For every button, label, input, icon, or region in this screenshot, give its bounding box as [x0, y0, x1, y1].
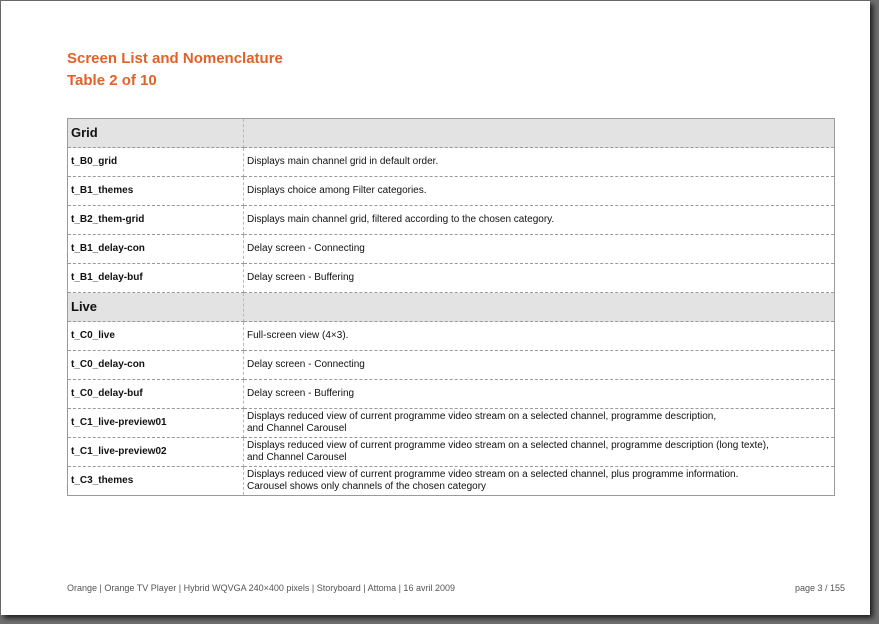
table-row: [68, 322, 835, 351]
screen-description: Delay screen - Buffering: [244, 380, 835, 409]
screen-id: t_C0_delay-con: [68, 351, 244, 380]
table-row: [68, 438, 835, 467]
screen-id: t_C1_live-preview01: [68, 409, 244, 438]
table-row: [68, 264, 835, 293]
table-row: [68, 351, 835, 380]
screen-id: t_C0_live: [68, 322, 244, 351]
table-row: [68, 467, 835, 496]
section-title: Live: [68, 293, 244, 322]
nomenclature-table: [67, 118, 835, 496]
section-title: Grid: [68, 119, 244, 148]
screen-description: [244, 409, 835, 438]
footer-document-info: Orange | Orange TV Player | Hybrid WQVGA 240×400 pixels | Storyboard | Attoma | 16 avril 2009: [67, 583, 455, 593]
table-subtitle: Table 2 of 10: [67, 72, 157, 89]
page-title: Screen List and Nomenclature: [67, 50, 283, 67]
table-row: [68, 380, 835, 409]
screen-description: Delay screen - Connecting: [244, 351, 835, 380]
screen-description: [244, 467, 835, 496]
footer-page-number: page 3 / 155: [794, 583, 845, 593]
screen-id: t_C3_themes: [68, 467, 244, 496]
table-row: [68, 177, 835, 206]
description-line: and Channel Carousel: [247, 452, 347, 463]
table-row: [68, 206, 835, 235]
table-row: [68, 235, 835, 264]
description-line: Displays reduced view of current programme video stream on a selected channel, programme description (long texte),: [247, 440, 769, 451]
document-page: [1, 1, 870, 615]
table-row: [68, 148, 835, 177]
screen-id: t_B1_delay-con: [68, 235, 244, 264]
section-header-live: [68, 293, 835, 322]
screen-id: t_B1_delay-buf: [68, 264, 244, 293]
screen-description: Displays main channel grid in default order.: [244, 148, 835, 177]
description-line: and Channel Carousel: [247, 423, 347, 434]
screen-id: t_C1_live-preview02: [68, 438, 244, 467]
screen-description: [244, 438, 835, 467]
screen-description: Displays main channel grid, filtered according to the chosen category.: [244, 206, 835, 235]
screen-id: t_B0_grid: [68, 148, 244, 177]
description-line: Carousel shows only channels of the chosen category: [247, 481, 487, 492]
screen-description: Delay screen - Buffering: [244, 264, 835, 293]
screen-id: t_B2_them-grid: [68, 206, 244, 235]
section-header-grid: [68, 119, 835, 148]
screen-description: Delay screen - Connecting: [244, 235, 835, 264]
description-line: Displays reduced view of current programme video stream on a selected channel, programme description,: [247, 411, 717, 422]
description-line: Displays reduced view of current programme video stream on a selected channel, plus programme information.: [247, 469, 739, 480]
screen-description: Full-screen view (4×3).: [244, 322, 835, 351]
screen-description: Displays choice among Filter categories.: [244, 177, 835, 206]
screen-id: t_B1_themes: [68, 177, 244, 206]
table-row: [68, 409, 835, 438]
screen-id: t_C0_delay-buf: [68, 380, 244, 409]
